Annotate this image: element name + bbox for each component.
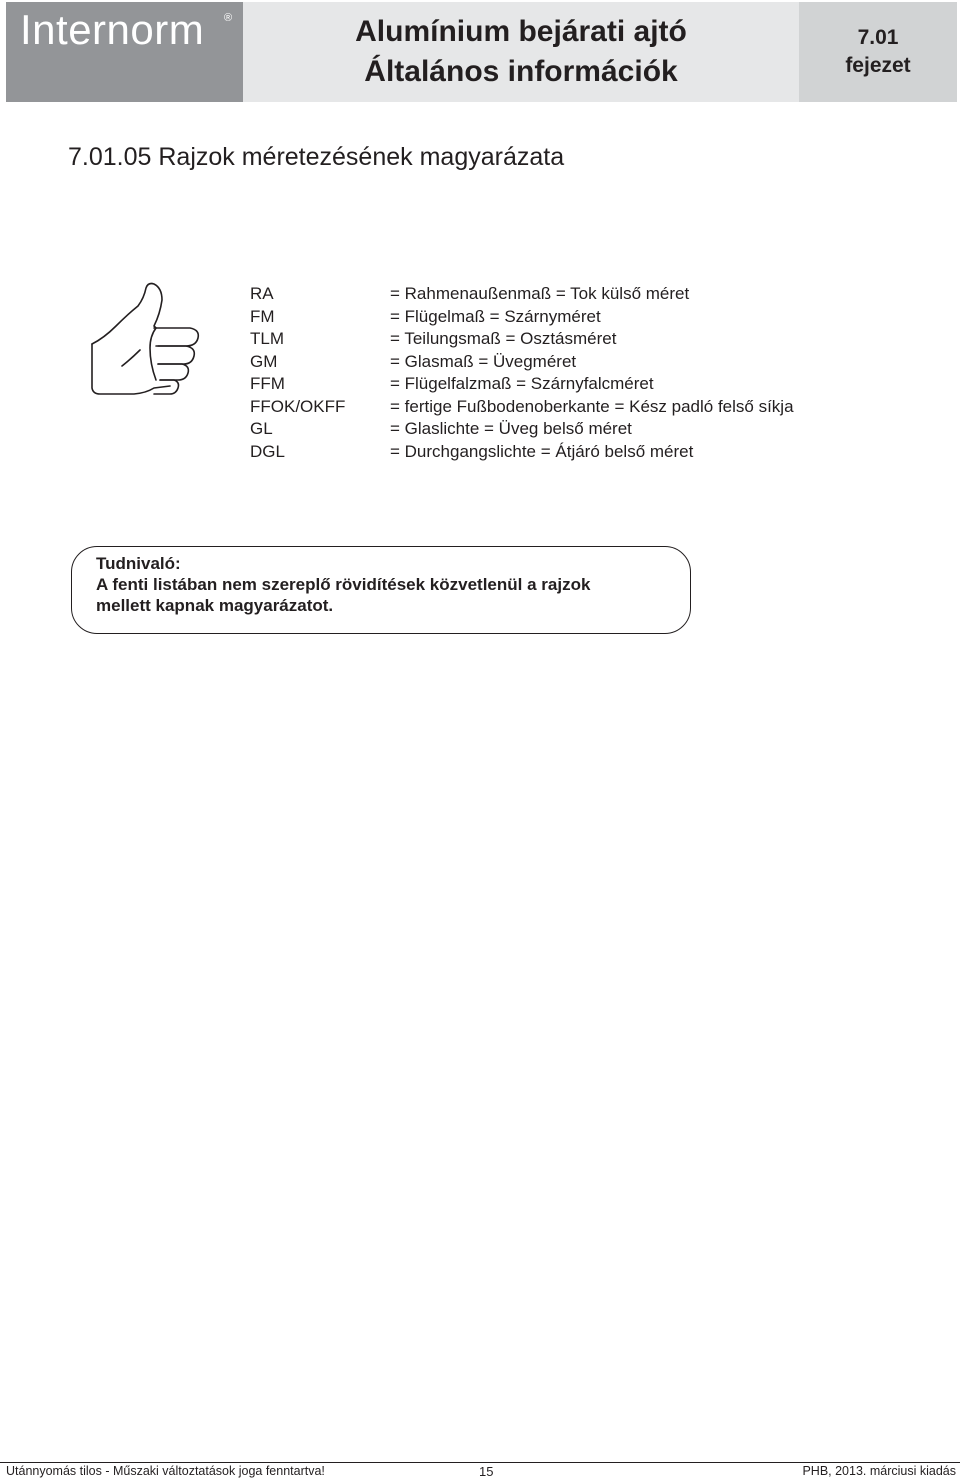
registered-mark: ® (224, 12, 233, 24)
abbreviation-definition: = Rahmenaußenmaß = Tok külső méret (390, 284, 690, 303)
abbreviation-key: GM (250, 351, 278, 371)
abbreviation-key: GL (250, 419, 273, 438)
abbreviation-key: FFOK/OKFF (250, 396, 346, 416)
internorm-logo (6, 2, 243, 102)
chapter-badge (799, 2, 957, 102)
abbreviation-key: RA (250, 284, 274, 303)
footer-divider (0, 1462, 960, 1463)
title-line-2: Általános információk (364, 55, 678, 88)
document-title (243, 2, 799, 102)
section-title: 7.01.05 Rajzok méretezésének magyarázata (68, 143, 565, 171)
abbreviation-definition: = Durchgangslichte = Átjáró belső méret (390, 441, 694, 461)
thumbs-up-icon (84, 278, 204, 400)
abbreviation-definition: = Teilungsmaß = Osztásméret (390, 329, 617, 348)
note-line-1: A fenti listában nem szereplő rövidítések közvetlenül a rajzok (96, 575, 591, 594)
abbreviation-key: FM (250, 306, 275, 326)
note-box (71, 546, 691, 634)
abbreviation-definition: = Glaslichte = Üveg belső méret (390, 419, 632, 438)
note-line-2: mellett kapnak magyarázatot. (96, 596, 334, 615)
abbreviation-definition: = Glasmaß = Üvegméret (390, 351, 577, 371)
note-text (96, 553, 590, 616)
page-header (6, 2, 957, 102)
chapter-label: fejezet (845, 54, 911, 77)
footer-copyright: Utánnyomás tilos - Műszaki változtatások joga fenntartva! (6, 1464, 325, 1478)
abbreviation-key: FFM (250, 374, 285, 393)
abbreviation-key: DGL (250, 441, 285, 461)
abbreviation-definition: = Flügelmaß = Szárnyméret (390, 306, 601, 326)
abbreviation-key: TLM (250, 329, 284, 348)
abbreviation-definition: = Flügelfalzmaß = Szárnyfalcméret (390, 374, 654, 393)
logo-text: Internorm (20, 6, 205, 53)
footer-edition: PHB, 2013. márciusi kiadás (802, 1464, 956, 1478)
page-number: 15 (479, 1464, 494, 1479)
chapter-number: 7.01 (857, 26, 899, 49)
title-line-1: Alumínium bejárati ajtó (355, 15, 687, 48)
note-heading: Tudnivaló: (96, 554, 181, 573)
abbreviation-definition: = fertige Fußbodenoberkante = Kész padló felső síkja (390, 396, 794, 416)
